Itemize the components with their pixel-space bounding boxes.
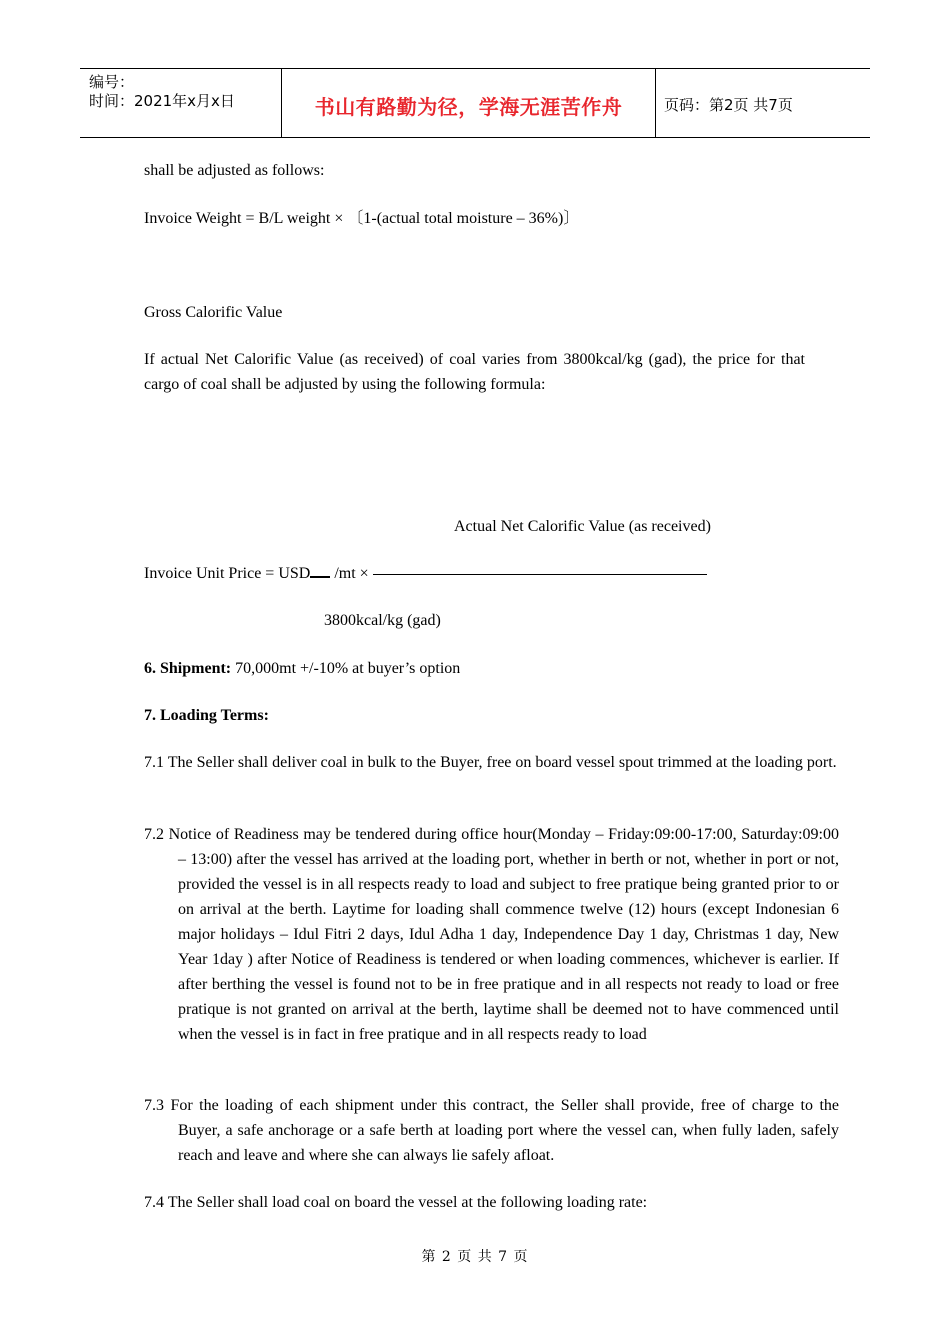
clause-7-2: 7.2 Notice of Readiness may be tendered during office hour(Monday – Friday:09:00-17:00, Saturday:09:00 – 13:00) after the vessel has arrived at the loading port, whether in berth or not, whether in port or not, provided the vessel is in all respects ready to load and subject to free pratique being granted prior to or on arrival at the berth. Laytime for loading shall commence twelve (12) hours (except Indonesian 6 major holidays – Idul Fitri 2 days, Idul Adha 1 day, Independence Day 1 day, Christmas 1 day, New Year 1day ) after Notice of Readiness is tendered or when loading commences, whichever is earlier. If after berthing the vessel is found not to be in free pratique and in all respects not ready to load or free pratique is not granted on arrival at the berth, laytime shall be deemed not to have commenced until when the vessel is in fact in free pratique and in all respects ready to load [144, 826, 839, 1043]
section-6-label: 6. Shipment: [144, 660, 232, 677]
header-motto: 书山有路勤为径，学海无涯苦作舟 [314, 95, 623, 119]
clause-7-3: 7.3 For the loading of each shipment under this contract, the Seller shall provide, free of charge to the Buyer, a safe anchorage or a safe berth at loading port where the vessel can, when fully laden, safely reach and leave and where she can always lie safely afloat. [144, 1097, 839, 1164]
formula-denominator: 3800kcal/kg (gad) [324, 612, 441, 629]
page-header [80, 68, 870, 138]
section-7-heading [144, 703, 269, 728]
section-6-shipment [144, 656, 460, 681]
header-center-cell [281, 69, 656, 137]
gcv-paragraph: If actual Net Calorific Value (as received) of coal varies from 3800kcal/kg (gad), the price for that cargo of coal shall be adjusted by using the following formula: [144, 351, 805, 393]
page-footer: 第 2 页 共 7 页 [421, 1249, 529, 1265]
price-blank-line [310, 562, 330, 578]
formula-unit: /mt × [330, 565, 369, 582]
clause-7-1: 7.1 The Seller shall deliver coal in bulk to the Buyer, free on board vessel spout trimmed at the loading port. [144, 754, 837, 771]
section-6-text: 70,000mt +/-10% at buyer’s option [231, 660, 461, 677]
formula-numerator: Actual Net Calorific Value (as received) [454, 518, 711, 535]
gcv-heading: Gross Calorific Value [144, 304, 283, 321]
invoice-weight-formula: Invoice Weight = B/L weight × 〔1-(actual total moisture – 36%)〕 [144, 210, 580, 227]
fraction-line [373, 574, 707, 575]
invoice-unit-price-formula [144, 561, 707, 586]
continuation-line: shall be adjusted as follows: [144, 162, 325, 179]
document-number-label: 编号： [89, 73, 135, 91]
section-7-label: 7. Loading Terms: [144, 707, 269, 724]
document-time-label: 时间：2021年x月x日 [89, 92, 235, 110]
header-page-info: 页码：第2页 共7页 [664, 96, 793, 114]
clause-7-4: 7.4 The Seller shall load coal on board the vessel at the following loading rate: [144, 1194, 648, 1211]
formula-prefix: Invoice Unit Price = USD [144, 565, 311, 582]
header-left-cell [80, 69, 280, 137]
header-right-cell [655, 69, 870, 137]
